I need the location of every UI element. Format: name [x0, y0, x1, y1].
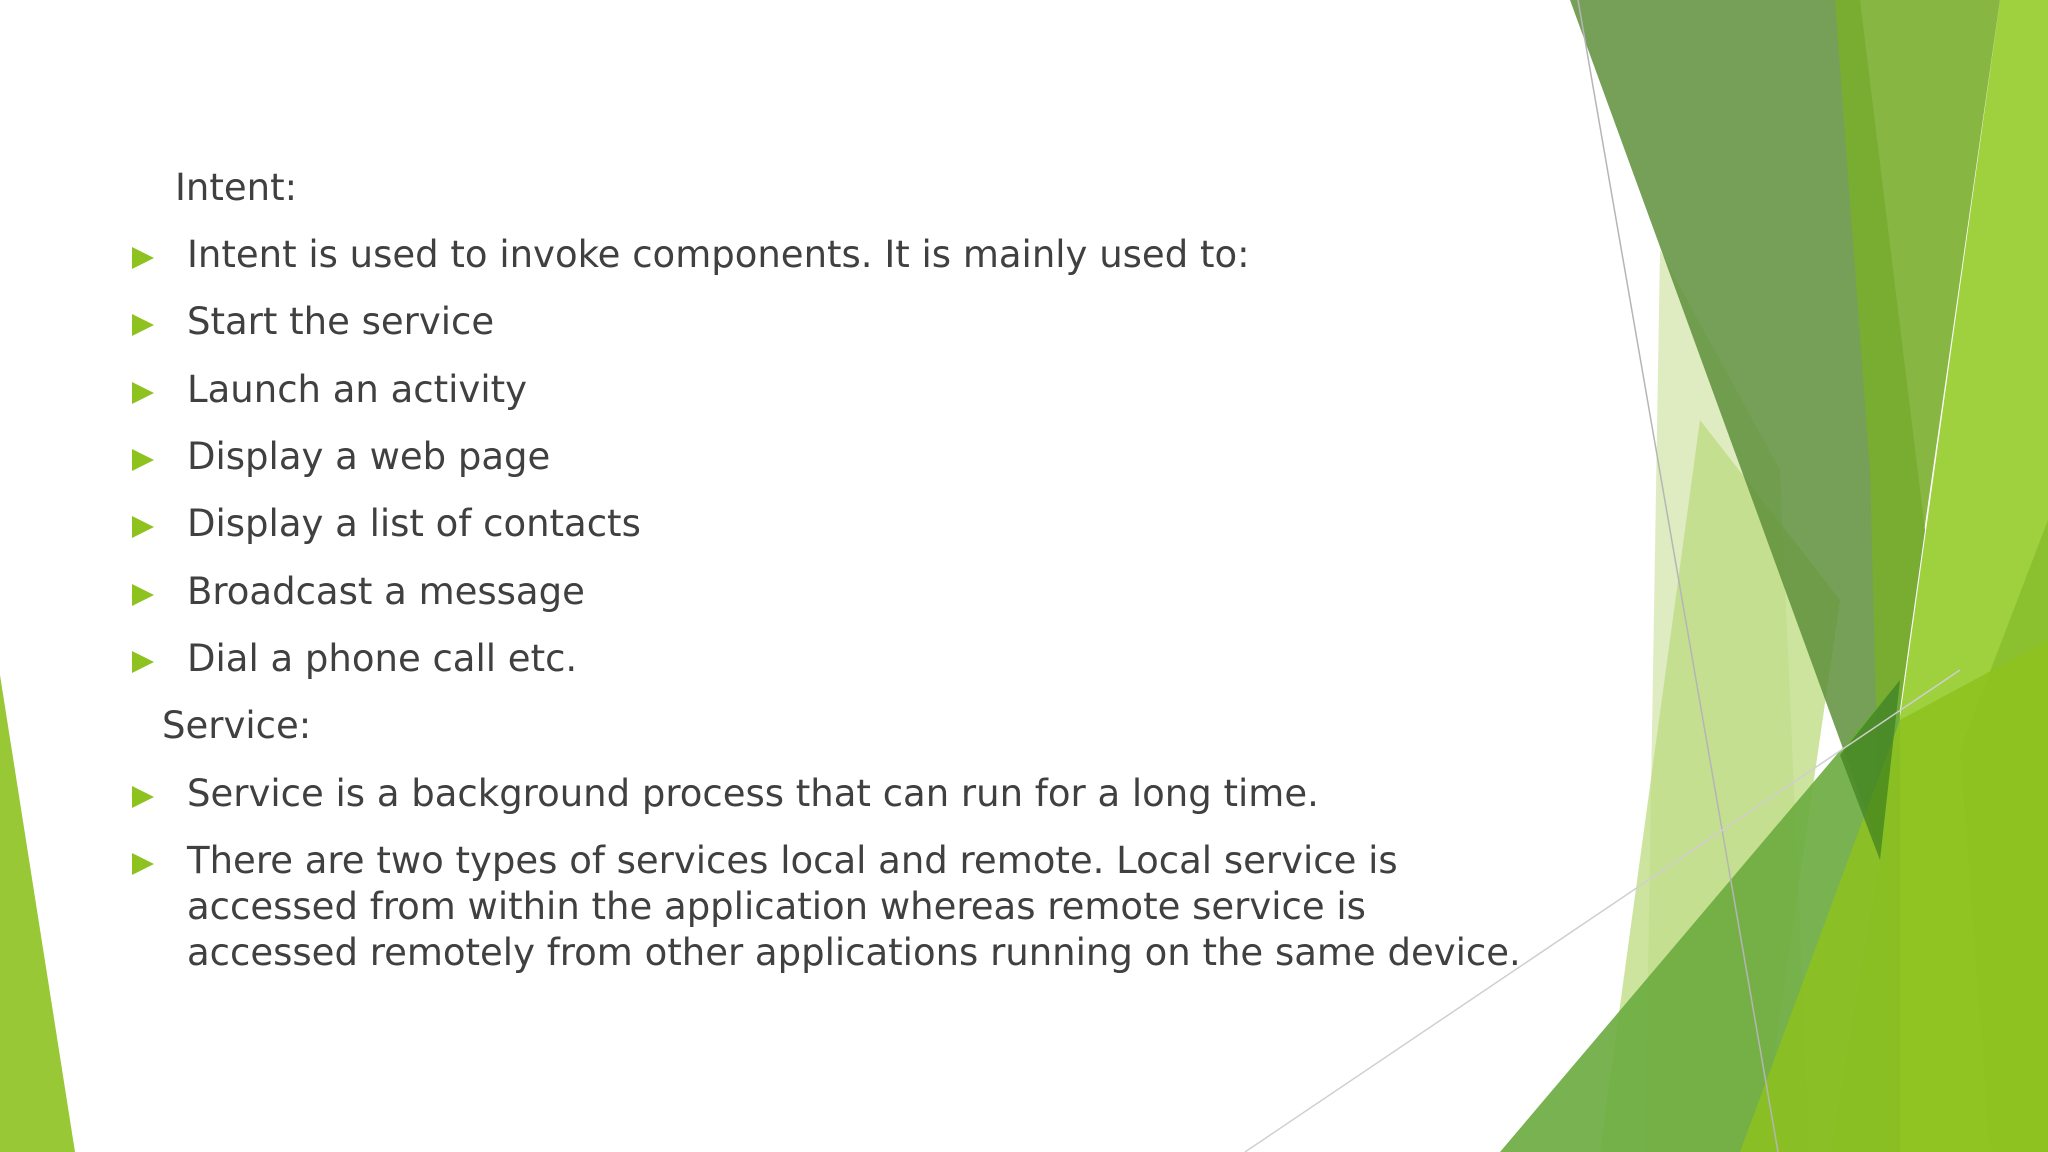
bullet-item: Display a list of contacts	[187, 502, 641, 545]
bullet-arrow-icon	[132, 247, 154, 269]
bullet-item: There are two types of services local and remote. Local service is accessed from within the application whereas remote service is accessed remotely from other applications running on the same device.	[187, 839, 1521, 974]
bullet-arrow-icon	[132, 516, 154, 538]
heading-intent: Intent:	[175, 166, 298, 209]
bullet-arrow-icon	[132, 651, 154, 673]
bullet-arrow-icon	[132, 584, 154, 606]
bullet-arrow-icon	[132, 449, 154, 471]
bullet-item: Service is a background process that can run for a long time.	[187, 772, 1319, 815]
bullet-item: Display a web page	[187, 435, 551, 478]
bullet-arrow-icon	[132, 853, 154, 875]
bullet-item: Launch an activity	[187, 368, 528, 411]
bullet-arrow-icon	[132, 786, 154, 808]
bullet-arrow-icon	[132, 382, 154, 404]
bullet-item: Dial a phone call etc.	[187, 637, 578, 680]
heading-service: Service:	[162, 704, 312, 747]
bullet-item: Broadcast a message	[187, 570, 585, 613]
bullet-item: Intent is used to invoke components. It is mainly used to:	[187, 233, 1250, 276]
bullet-item: Start the service	[187, 300, 495, 343]
bullet-arrow-icon	[132, 314, 154, 336]
